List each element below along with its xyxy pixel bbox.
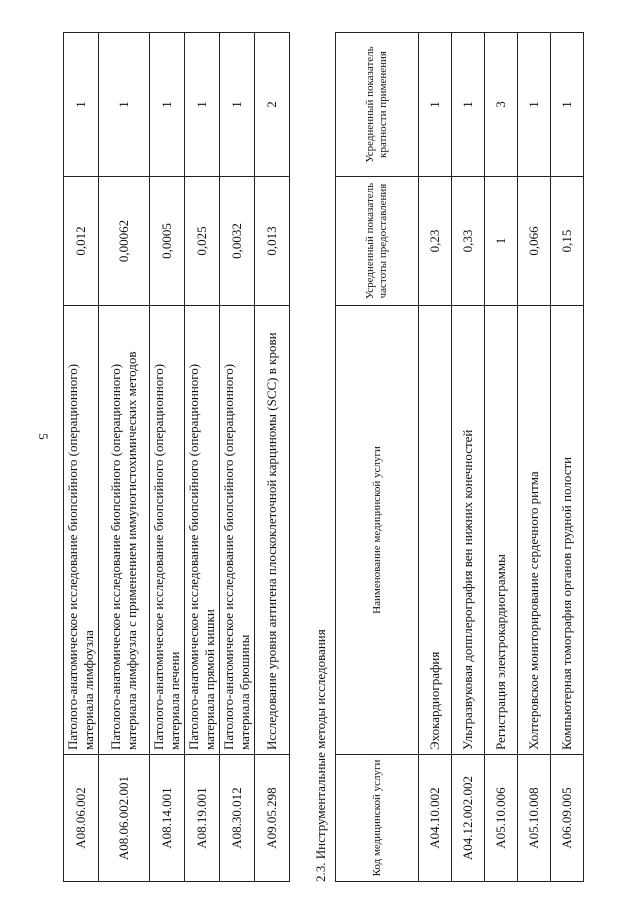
frequency-value: 0,0032 bbox=[220, 177, 255, 306]
service-name: Регистрация электрокардиограммы bbox=[485, 306, 518, 755]
service-name: Патолого-анатомическое исследование биопсийного (операционного) материала лимфоузла bbox=[64, 306, 99, 755]
header-multiplicity: Усредненный показатель кратности применения bbox=[336, 33, 419, 177]
table-row bbox=[255, 33, 290, 882]
rotated-content bbox=[63, 27, 573, 882]
multiplicity-value: 1 bbox=[551, 33, 584, 177]
table-row bbox=[150, 33, 185, 882]
header-name: Наименование медицинской услуги bbox=[336, 306, 419, 755]
frequency-value: 0,013 bbox=[255, 177, 290, 306]
service-name: Компьютерная томография органов грудной полости bbox=[551, 306, 584, 755]
service-name: Патолого-анатомическое исследование биопсийного (операционного) материала лимфоузла с применением иммуногистохимических методов bbox=[99, 306, 150, 755]
service-code: A04.12.002.002 bbox=[452, 755, 485, 882]
multiplicity-value: 3 bbox=[485, 33, 518, 177]
section-title: 2.3. Инструментальные методы исследования bbox=[313, 629, 328, 882]
frequency-value: 0,066 bbox=[518, 177, 551, 306]
table-row bbox=[64, 33, 99, 882]
header-code: Код медицинской услуги bbox=[336, 755, 419, 882]
multiplicity-value: 1 bbox=[452, 33, 485, 177]
multiplicity-value: 1 bbox=[150, 33, 185, 177]
service-name: Исследование уровня антигена плоскоклеточной карциномы (SCC) в крови bbox=[255, 306, 290, 755]
table-row bbox=[551, 33, 584, 882]
service-code: A08.19.001 bbox=[185, 755, 220, 882]
service-name: Ультразвуковая допплерография вен нижних конечностей bbox=[452, 306, 485, 755]
service-code: A06.09.005 bbox=[551, 755, 584, 882]
multiplicity-value: 1 bbox=[419, 33, 452, 177]
service-name: Патолого-анатомическое исследование биопсийного (операционного) материала прямой кишки bbox=[185, 306, 220, 755]
service-name: Холтеровское мониторирование сердечного ритма bbox=[518, 306, 551, 755]
table-row bbox=[452, 33, 485, 882]
service-name: Патолого-анатомическое исследование биопсийного (операционного) материала брюшины bbox=[220, 306, 255, 755]
frequency-value: 0,23 bbox=[419, 177, 452, 306]
frequency-value: 1 bbox=[485, 177, 518, 306]
table-row bbox=[220, 33, 255, 882]
table-row bbox=[485, 33, 518, 882]
frequency-value: 0,012 bbox=[64, 177, 99, 306]
service-code: A04.10.002 bbox=[419, 755, 452, 882]
multiplicity-value: 1 bbox=[99, 33, 150, 177]
table-row bbox=[99, 33, 150, 882]
service-code: A05.10.006 bbox=[485, 755, 518, 882]
service-name: Патолого-анатомическое исследование биопсийного (операционного) материала печени bbox=[150, 306, 185, 755]
header-frequency: Усредненный показатель частоты предоставления bbox=[336, 177, 419, 306]
service-code: A08.30.012 bbox=[220, 755, 255, 882]
table-row bbox=[518, 33, 551, 882]
frequency-value: 0,33 bbox=[452, 177, 485, 306]
instrumental-methods-table bbox=[335, 32, 584, 882]
multiplicity-value: 1 bbox=[220, 33, 255, 177]
multiplicity-value: 1 bbox=[64, 33, 99, 177]
frequency-value: 0,15 bbox=[551, 177, 584, 306]
frequency-value: 0,0005 bbox=[150, 177, 185, 306]
multiplicity-value: 1 bbox=[518, 33, 551, 177]
frequency-value: 0,00062 bbox=[99, 177, 150, 306]
service-code: A09.05.298 bbox=[255, 755, 290, 882]
multiplicity-value: 2 bbox=[255, 33, 290, 177]
service-code: A08.06.002.001 bbox=[99, 755, 150, 882]
table-header-row bbox=[336, 33, 419, 882]
service-code: A05.10.008 bbox=[518, 755, 551, 882]
service-name: Эхокардиография bbox=[419, 306, 452, 755]
lab-tests-table bbox=[63, 32, 290, 882]
service-code: A08.06.002 bbox=[64, 755, 99, 882]
page-number: 5 bbox=[35, 433, 51, 440]
table-row bbox=[419, 33, 452, 882]
table-row bbox=[185, 33, 220, 882]
frequency-value: 0,025 bbox=[185, 177, 220, 306]
service-code: A08.14.001 bbox=[150, 755, 185, 882]
multiplicity-value: 1 bbox=[185, 33, 220, 177]
